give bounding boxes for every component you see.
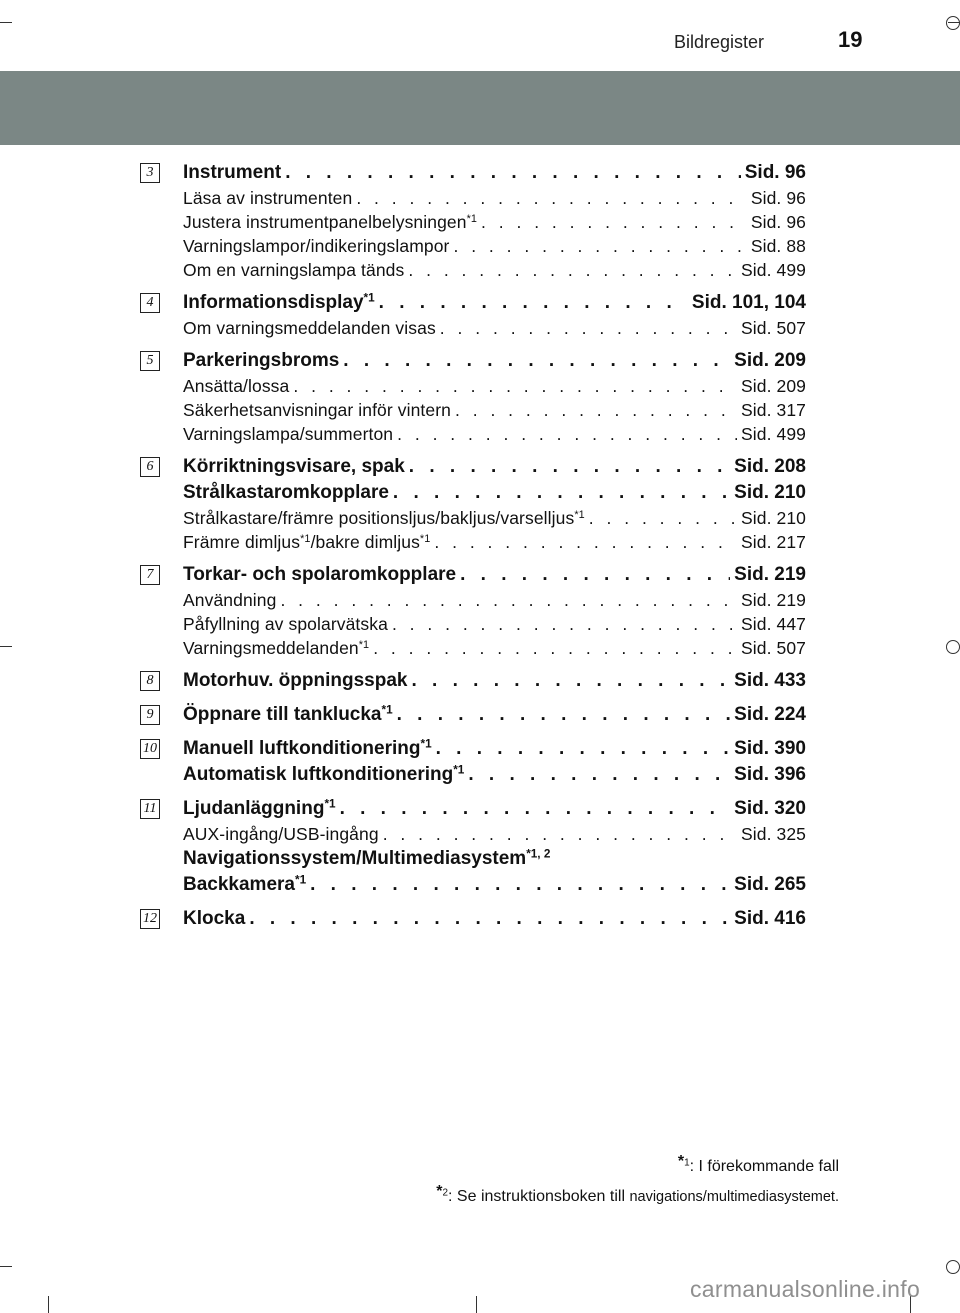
page-reference: Sid. 96 bbox=[750, 212, 806, 232]
page-reference: Sid. 217 bbox=[740, 532, 806, 552]
page-header bbox=[0, 0, 960, 63]
callout-number: 5 bbox=[140, 351, 160, 371]
page-reference: Sid. 88 bbox=[750, 236, 806, 256]
entry-label: Instrument bbox=[183, 162, 282, 183]
dot-leader bbox=[285, 160, 741, 186]
header-band bbox=[0, 71, 960, 145]
toc-entry bbox=[183, 160, 806, 186]
dot-leader bbox=[249, 906, 730, 932]
dot-leader bbox=[383, 822, 737, 846]
toc-subentry bbox=[183, 398, 806, 422]
page-reference: Sid. 317 bbox=[740, 400, 806, 420]
toc-subentry bbox=[183, 530, 806, 554]
toc-entry bbox=[183, 906, 806, 932]
dot-leader bbox=[455, 398, 737, 422]
page-reference: Sid. 390 bbox=[734, 738, 806, 759]
footnote-1: $^{*1}$: I förekommande fall bbox=[677, 1153, 839, 1175]
dot-leader bbox=[411, 668, 730, 694]
entry-label: Torkar- och spolaromkopplare bbox=[183, 564, 457, 585]
entry-label: Strålkastaromkopplare bbox=[183, 482, 389, 503]
crop-mark bbox=[946, 16, 960, 30]
page-reference: Sid. 224 bbox=[734, 704, 806, 725]
toc-group bbox=[140, 290, 806, 340]
toc-group bbox=[140, 348, 806, 446]
page-reference: Sid. 416 bbox=[734, 908, 806, 929]
toc-entry bbox=[183, 762, 806, 788]
dot-leader bbox=[481, 210, 747, 234]
toc-entry bbox=[183, 846, 806, 872]
page-reference: Sid. 265 bbox=[734, 874, 806, 895]
watermark: carmanualsonline.info bbox=[690, 1276, 921, 1302]
callout-number: 10 bbox=[140, 739, 160, 759]
toc-subentry bbox=[183, 612, 806, 636]
entry-label: Navigationssystem/Multimediasystem$^{*1, 2}$ bbox=[183, 847, 551, 869]
page-number: 19 bbox=[838, 27, 863, 52]
entry-label: Främre dimljus$^{*1}$/bakre dimljus$^{*1}$ bbox=[183, 532, 431, 552]
entry-label: Öppnare till tanklucka$^{*1}$ bbox=[183, 703, 393, 725]
entry-label: Varningsmeddelanden$^{*1}$ bbox=[183, 638, 370, 658]
footnotes bbox=[436, 1152, 839, 1212]
dot-leader bbox=[434, 530, 737, 554]
page-reference: Sid. 320 bbox=[734, 798, 806, 819]
entry-label: Ljudanläggning$^{*1}$ bbox=[183, 797, 336, 819]
dot-leader bbox=[460, 562, 730, 588]
toc-entry bbox=[183, 702, 806, 728]
dot-leader bbox=[373, 636, 737, 660]
page-reference: Sid. 209 bbox=[734, 350, 806, 371]
callout-number: 7 bbox=[140, 565, 160, 585]
toc-group bbox=[140, 796, 806, 898]
toc-subentry bbox=[183, 506, 806, 530]
page-reference: Sid. 447 bbox=[740, 614, 806, 634]
dot-leader bbox=[589, 506, 737, 530]
page-reference: Sid. 499 bbox=[740, 424, 806, 444]
dot-leader bbox=[397, 422, 737, 446]
dot-leader bbox=[453, 234, 746, 258]
toc-entry bbox=[183, 454, 806, 480]
toc-subentry bbox=[183, 422, 806, 446]
dot-leader bbox=[340, 796, 731, 822]
toc-subentry bbox=[183, 258, 806, 282]
callout-number: 6 bbox=[140, 457, 160, 477]
toc-subentry bbox=[183, 374, 806, 398]
page-reference: Sid. 96 bbox=[750, 188, 806, 208]
entry-label: AUX-ingång/USB-ingång bbox=[183, 824, 379, 844]
picture-index-list bbox=[140, 160, 806, 940]
entry-label: Körriktningsvisare, spak bbox=[183, 456, 405, 477]
entry-label: Användning bbox=[183, 590, 277, 610]
toc-subentry bbox=[183, 636, 806, 660]
dot-leader bbox=[393, 480, 730, 506]
toc-entry bbox=[183, 562, 806, 588]
page-reference: Sid. 499 bbox=[740, 260, 806, 280]
toc-entry bbox=[183, 872, 806, 898]
crop-mark bbox=[476, 1296, 477, 1313]
footnote-2: $^{*2}$: Se instruktionsboken till navigations/multimediasystemet. bbox=[436, 1183, 839, 1205]
entry-label: Klocka bbox=[183, 908, 246, 929]
page-reference: Sid. 219 bbox=[734, 564, 806, 585]
entry-label: Om varningsmeddelanden visas bbox=[183, 318, 436, 338]
crop-mark bbox=[0, 1266, 12, 1267]
dot-leader bbox=[356, 186, 746, 210]
page-reference: Sid. 507 bbox=[740, 638, 806, 658]
dot-leader bbox=[440, 316, 737, 340]
toc-subentry bbox=[183, 210, 806, 234]
callout-number: 8 bbox=[140, 671, 160, 691]
entry-label: Justera instrumentpanelbelysningen$^{*1}$ bbox=[183, 212, 478, 232]
page-reference: Sid. 210 bbox=[740, 508, 806, 528]
dot-leader bbox=[392, 612, 737, 636]
entry-label: Motorhuv. öppningsspak bbox=[183, 670, 408, 691]
crop-mark bbox=[0, 22, 12, 23]
toc-entry bbox=[183, 290, 806, 316]
entry-label: Informationsdisplay$^{*1}$ bbox=[183, 291, 375, 313]
crop-mark bbox=[946, 640, 960, 654]
page-reference: Sid. 396 bbox=[734, 764, 806, 785]
toc-entry bbox=[183, 348, 806, 374]
dot-leader bbox=[436, 736, 731, 762]
toc-group bbox=[140, 906, 806, 932]
toc-group bbox=[140, 736, 806, 788]
entry-label: Läsa av instrumenten bbox=[183, 188, 353, 208]
crop-mark bbox=[0, 646, 12, 647]
page-reference: Sid. 208 bbox=[734, 456, 806, 477]
entry-label: Parkeringsbroms bbox=[183, 350, 340, 371]
entry-label: Strålkastare/främre positionsljus/bakljus/varselljus$^{*1}$ bbox=[183, 508, 585, 528]
toc-entry bbox=[183, 796, 806, 822]
toc-subentry bbox=[183, 316, 806, 340]
callout-number: 11 bbox=[140, 799, 160, 819]
entry-label: Varningslampa/summerton bbox=[183, 424, 394, 444]
dot-leader bbox=[379, 290, 688, 316]
entry-label: Påfyllning av spolarvätska bbox=[183, 614, 388, 634]
entry-label: Automatisk luftkonditionering$^{*1}$ bbox=[183, 763, 465, 785]
page-reference: Sid. 325 bbox=[740, 824, 806, 844]
section-title: Bildregister bbox=[674, 32, 765, 52]
entry-label: Manuell luftkonditionering$^{*1}$ bbox=[183, 737, 432, 759]
page-reference: Sid. 219 bbox=[740, 590, 806, 610]
dot-leader bbox=[310, 872, 730, 898]
crop-mark bbox=[946, 1260, 960, 1274]
entry-label: Ansätta/lossa bbox=[183, 376, 290, 396]
toc-group bbox=[140, 702, 806, 728]
entry-label: Backkamera$^{*1}$ bbox=[183, 873, 307, 895]
toc-subentry bbox=[183, 234, 806, 258]
callout-number: 3 bbox=[140, 163, 160, 183]
toc-subentry bbox=[183, 588, 806, 612]
page-reference: Sid. 433 bbox=[734, 670, 806, 691]
page-reference: Sid. 209 bbox=[740, 376, 806, 396]
dot-leader bbox=[293, 374, 737, 398]
dot-leader bbox=[343, 348, 730, 374]
dot-leader bbox=[468, 762, 730, 788]
toc-group bbox=[140, 562, 806, 660]
page-reference: Sid. 210 bbox=[734, 482, 806, 503]
page-reference: Sid. 101, 104 bbox=[691, 292, 806, 313]
toc-entry bbox=[183, 668, 806, 694]
toc-subentry bbox=[183, 186, 806, 210]
entry-label: Säkerhetsanvisningar inför vintern bbox=[183, 400, 451, 420]
dot-leader bbox=[280, 588, 737, 612]
page-reference: Sid. 96 bbox=[744, 162, 806, 183]
toc-group bbox=[140, 454, 806, 554]
dot-leader bbox=[397, 702, 731, 728]
entry-label: Varningslampor/indikeringslampor bbox=[183, 236, 450, 256]
dot-leader bbox=[409, 454, 730, 480]
toc-subentry bbox=[183, 822, 806, 846]
toc-entry bbox=[183, 736, 806, 762]
callout-number: 12 bbox=[140, 909, 160, 929]
page-reference: Sid. 507 bbox=[740, 318, 806, 338]
crop-mark bbox=[48, 1296, 49, 1313]
toc-entry bbox=[183, 480, 806, 506]
toc-group bbox=[140, 160, 806, 282]
dot-leader bbox=[408, 258, 737, 282]
entry-label: Om en varningslampa tänds bbox=[183, 260, 405, 280]
toc-group bbox=[140, 668, 806, 694]
callout-number: 4 bbox=[140, 293, 160, 313]
callout-number: 9 bbox=[140, 705, 160, 725]
